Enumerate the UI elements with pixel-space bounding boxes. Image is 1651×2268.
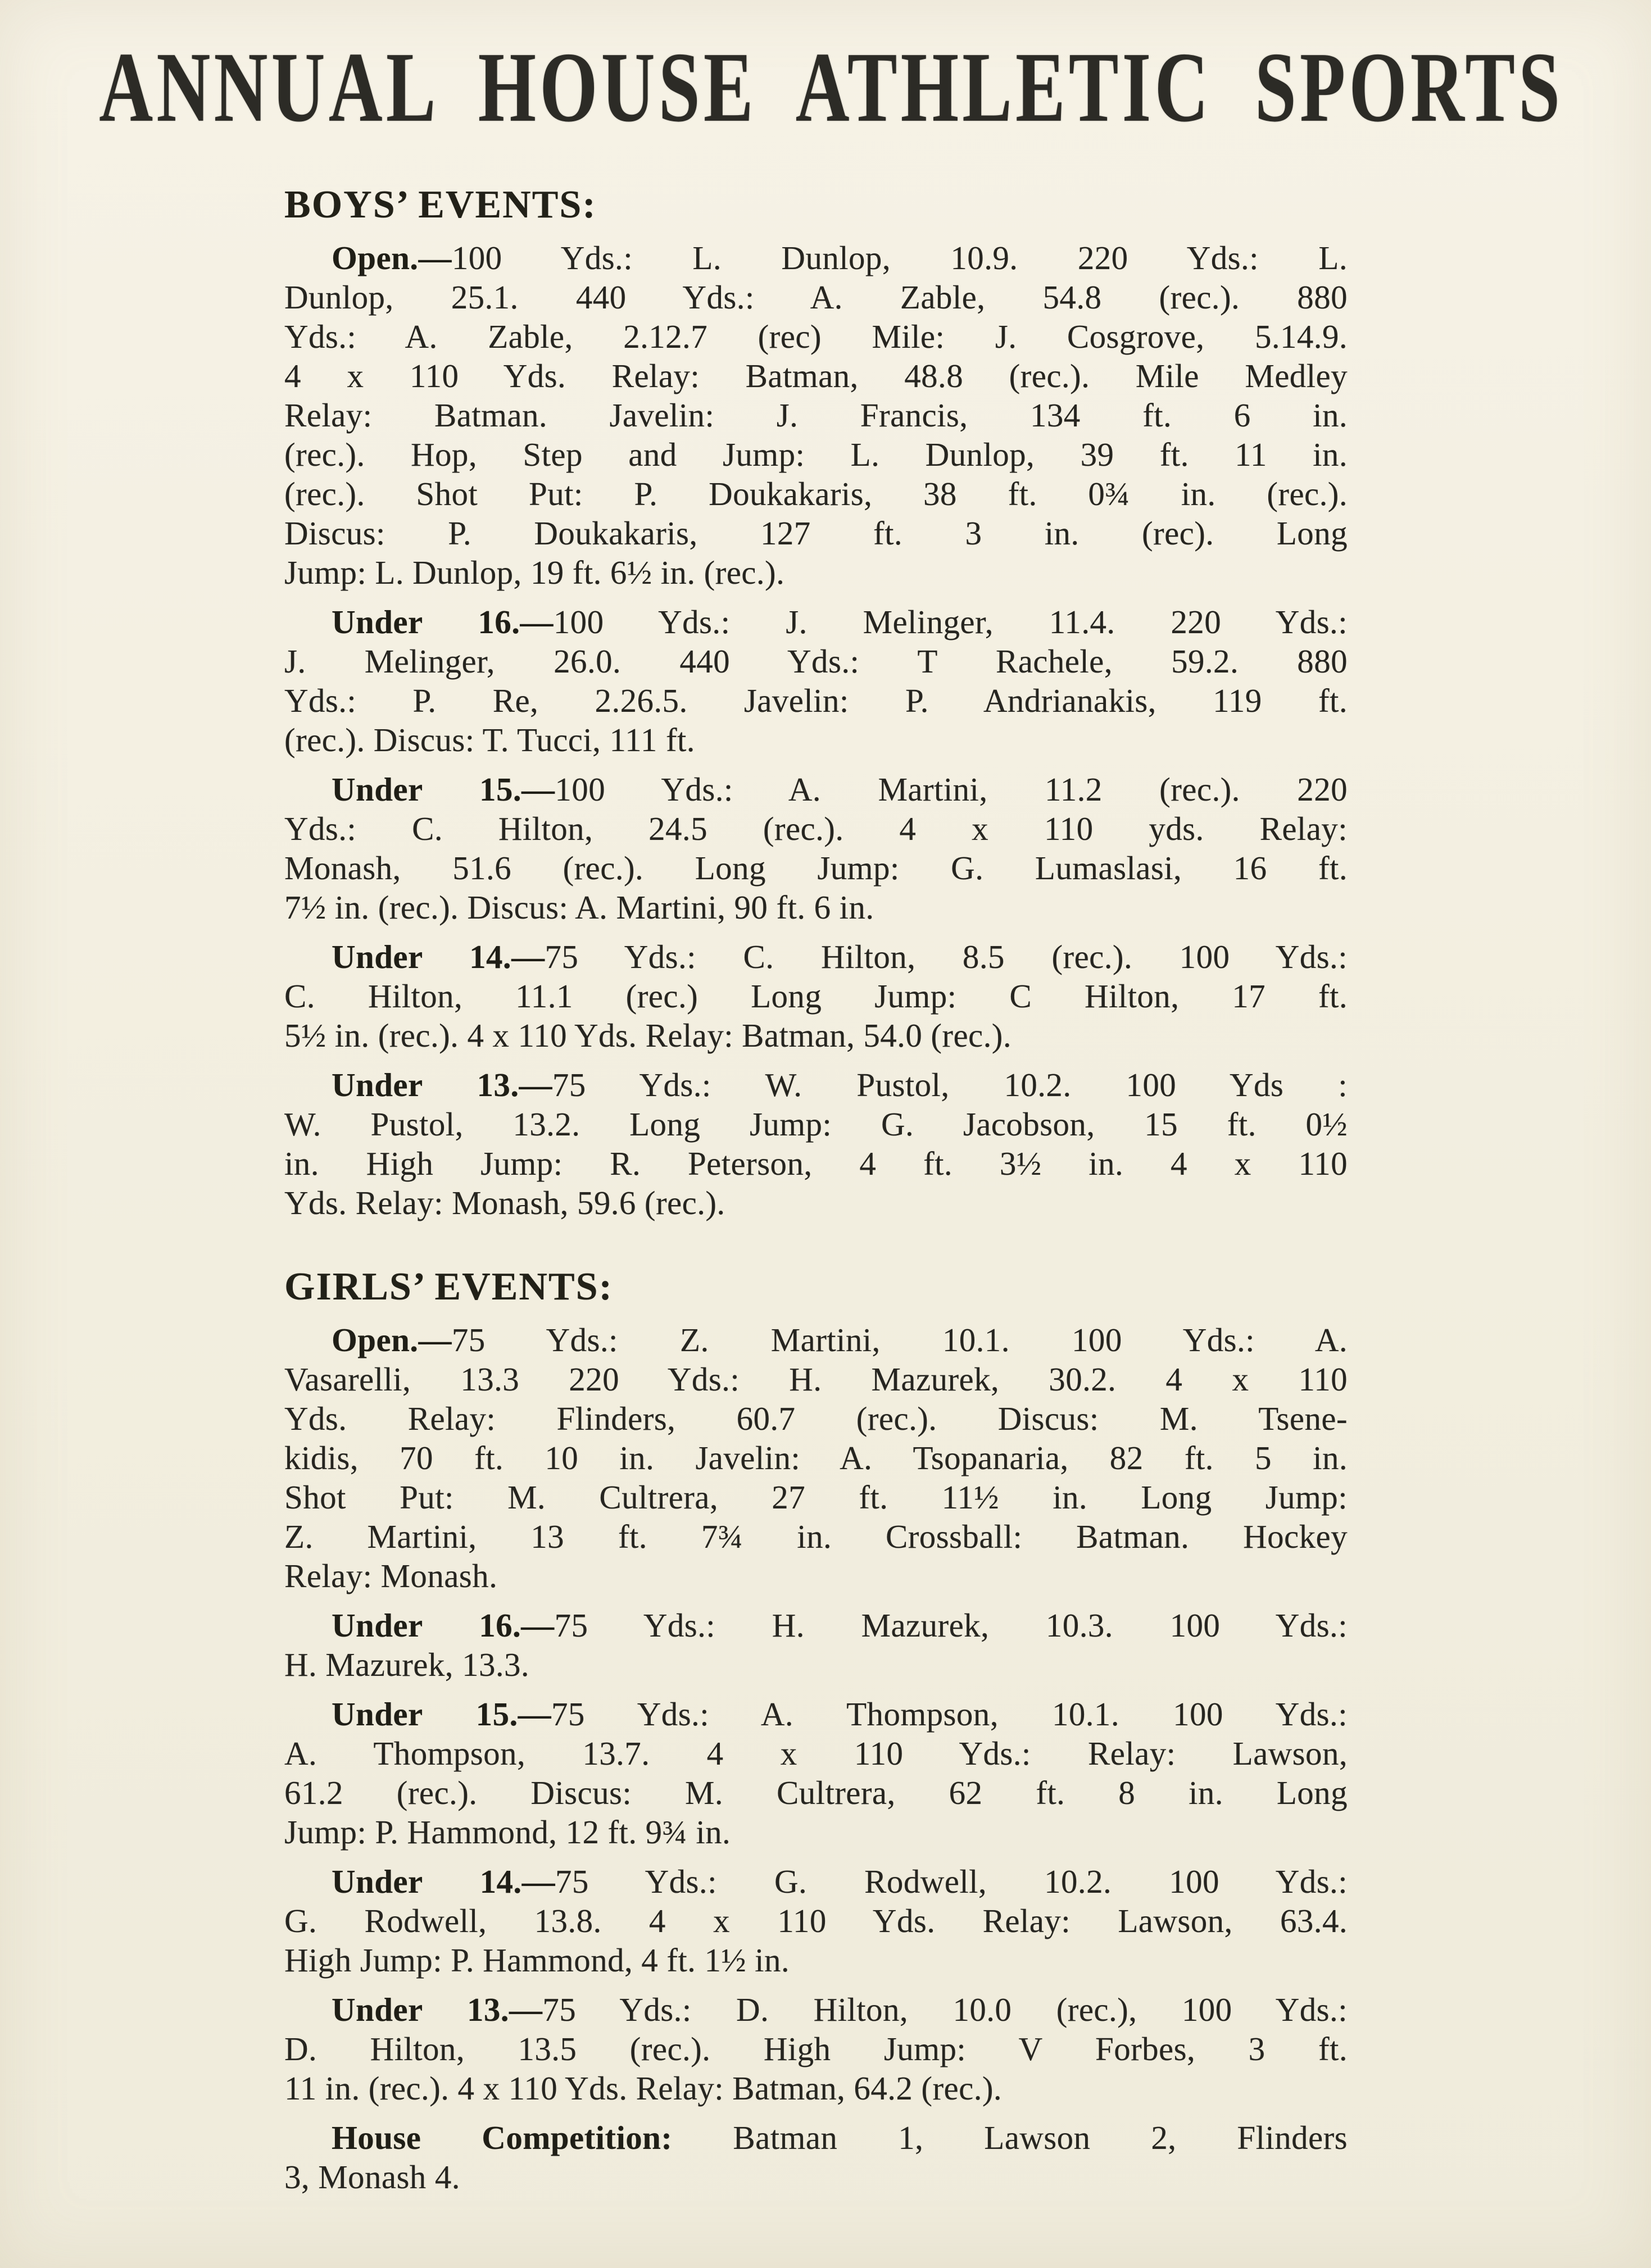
line-text: Batman 1, Lawson 2, Flinders <box>733 2119 1348 2156</box>
text-line: Vasarelli, 13.3 220 Yds.: H. Mazurek, 30.2. 4 x 110 <box>284 1361 1348 1398</box>
text-line: Relay: Monash. <box>284 1557 498 1594</box>
text-line: Relay: Batman. Javelin: J. Francis, 134 ft. 6 in. <box>284 397 1348 434</box>
results-paragraph <box>284 1862 1348 1980</box>
category-label: Under 13.— <box>332 1066 552 1103</box>
text-line: C. Hilton, 11.1 (rec.) Long Jump: C Hilton, 17 ft. <box>284 978 1348 1015</box>
section-heading: BOYS’ EVENTS: <box>284 183 597 226</box>
text-line <box>284 238 1348 278</box>
events-section <box>284 2118 1348 2197</box>
text-line: (rec.). Discus: T. Tucci, 111 ft. <box>284 721 695 758</box>
results-paragraph <box>284 1606 1348 1684</box>
text-line: J. Melinger, 26.0. 440 Yds.: T Rachele, 59.2. 880 <box>284 643 1348 680</box>
text-line: Yds.: P. Re, 2.26.5. Javelin: P. Andrianakis, 119 ft. <box>284 682 1348 719</box>
line-text: 75 Yds.: D. Hilton, 10.0 (rec.), 100 Yds.: <box>542 1991 1348 2028</box>
line-text: 100 Yds.: A. Martini, 11.2 (rec.). 220 <box>555 771 1348 808</box>
line-text: 75 Yds.: Z. Martini, 10.1. 100 Yds.: A. <box>451 1321 1348 1358</box>
document-body <box>284 185 1348 2207</box>
text-line: Yds.: C. Hilton, 24.5 (rec.). 4 x 110 yds. Relay: <box>284 810 1348 847</box>
results-paragraph <box>284 602 1348 760</box>
text-line: 4 x 110 Yds. Relay: Batman, 48.8 (rec.). Mile Medley <box>284 357 1348 394</box>
results-paragraph <box>284 238 1348 592</box>
text-line: 11 in. (rec.). 4 x 110 Yds. Relay: Batman, 64.2 (rec.). <box>284 2070 1003 2107</box>
text-line: 61.2 (rec.). Discus: M. Cultrera, 62 ft. 8 in. Long <box>284 1774 1348 1811</box>
category-label: Under 14.— <box>332 938 545 975</box>
text-line: Yds. Relay: Monash, 59.6 (rec.). <box>284 1184 725 1221</box>
category-label: Under 14.— <box>332 1863 555 1900</box>
text-line: 3, Monash 4. <box>284 2158 460 2196</box>
text-line: G. Rodwell, 13.8. 4 x 110 Yds. Relay: Lawson, 63.4. <box>284 1902 1348 1939</box>
events-section <box>284 1267 1348 2108</box>
text-line: Jump: P. Hammond, 12 ft. 9¾ in. <box>284 1814 731 1851</box>
line-text: 75 Yds.: H. Mazurek, 10.3. 100 Yds.: <box>554 1607 1348 1644</box>
section-heading: GIRLS’ EVENTS: <box>284 1265 613 1308</box>
category-label: Under 15.— <box>332 1696 552 1733</box>
line-text: 100 Yds.: L. Dunlop, 10.9. 220 Yds.: L. <box>451 239 1348 276</box>
text-line: (rec.). Shot Put: P. Doukakaris, 38 ft. 0¾ in. (rec.). <box>284 475 1348 512</box>
results-paragraph <box>284 1065 1348 1222</box>
text-line <box>284 2118 1348 2157</box>
text-line <box>284 1990 1348 2029</box>
results-paragraph <box>284 1990 1348 2108</box>
events-section <box>284 185 1348 1222</box>
text-line <box>284 1606 1348 1645</box>
line-text: 75 Yds.: A. Thompson, 10.1. 100 Yds.: <box>551 1696 1348 1733</box>
text-line: Z. Martini, 13 ft. 7¾ in. Crossball: Batman. Hockey <box>284 1518 1348 1555</box>
text-line <box>284 1320 1348 1360</box>
category-label: Open.— <box>332 239 452 276</box>
text-line: 5½ in. (rec.). 4 x 110 Yds. Relay: Batman, 54.0 (rec.). <box>284 1017 1012 1054</box>
text-line <box>284 1065 1348 1105</box>
text-line <box>284 602 1348 642</box>
category-label: Under 16.— <box>332 603 554 640</box>
text-line: Discus: P. Doukakaris, 127 ft. 3 in. (rec). Long <box>284 515 1348 552</box>
text-line: Dunlop, 25.1. 440 Yds.: A. Zable, 54.8 (rec.). 880 <box>284 279 1348 316</box>
text-line: Shot Put: M. Cultrera, 27 ft. 11½ in. Long Jump: <box>284 1479 1348 1516</box>
results-paragraph <box>284 1320 1348 1596</box>
results-paragraph <box>284 2118 1348 2197</box>
results-paragraph <box>284 1694 1348 1852</box>
category-label: Under 15.— <box>332 771 555 808</box>
category-label: Under 16.— <box>332 1607 555 1644</box>
text-line <box>284 1862 1348 1901</box>
page-title: ANNUAL HOUSE ATHLETIC SPORTS <box>99 31 1564 143</box>
text-line: (rec.). Hop, Step and Jump: L. Dunlop, 39 ft. 11 in. <box>284 436 1348 473</box>
text-line: kidis, 70 ft. 10 in. Javelin: A. Tsopanaria, 82 ft. 5 in. <box>284 1439 1348 1476</box>
text-line: H. Mazurek, 13.3. <box>284 1646 530 1683</box>
text-line: in. High Jump: R. Peterson, 4 ft. 3½ in. 4 x 110 <box>284 1145 1348 1182</box>
text-line: High Jump: P. Hammond, 4 ft. 1½ in. <box>284 1942 790 1979</box>
text-line: Yds.: A. Zable, 2.12.7 (rec) Mile: J. Cosgrove, 5.14.9. <box>284 318 1348 355</box>
text-line: Monash, 51.6 (rec.). Long Jump: G. Lumaslasi, 16 ft. <box>284 849 1348 887</box>
category-label: House Competition: <box>332 2119 733 2156</box>
category-label: Open.— <box>332 1321 452 1358</box>
line-text: 75 Yds.: C. Hilton, 8.5 (rec.). 100 Yds.: <box>545 938 1348 975</box>
line-text: 75 Yds.: G. Rodwell, 10.2. 100 Yds.: <box>555 1863 1348 1900</box>
text-line: W. Pustol, 13.2. Long Jump: G. Jacobson, 15 ft. 0½ <box>284 1106 1348 1143</box>
text-line: Yds. Relay: Flinders, 60.7 (rec.). Discus: M. Tsene- <box>284 1400 1348 1437</box>
results-paragraph <box>284 770 1348 927</box>
line-text: 75 Yds.: W. Pustol, 10.2. 100 Yds : <box>552 1066 1348 1103</box>
text-line: Jump: L. Dunlop, 19 ft. 6½ in. (rec.). <box>284 554 785 591</box>
line-text: 100 Yds.: J. Melinger, 11.4. 220 Yds.: <box>553 603 1348 640</box>
text-line <box>284 937 1348 976</box>
text-line <box>284 1694 1348 1734</box>
text-line: 7½ in. (rec.). Discus: A. Martini, 90 ft. 6 in. <box>284 889 874 926</box>
text-line: D. Hilton, 13.5 (rec.). High Jump: V Forbes, 3 ft. <box>284 2030 1348 2067</box>
results-paragraph <box>284 937 1348 1055</box>
category-label: Under 13.— <box>332 1991 543 2028</box>
text-line <box>284 770 1348 809</box>
text-line: A. Thompson, 13.7. 4 x 110 Yds.: Relay: Lawson, <box>284 1735 1348 1772</box>
